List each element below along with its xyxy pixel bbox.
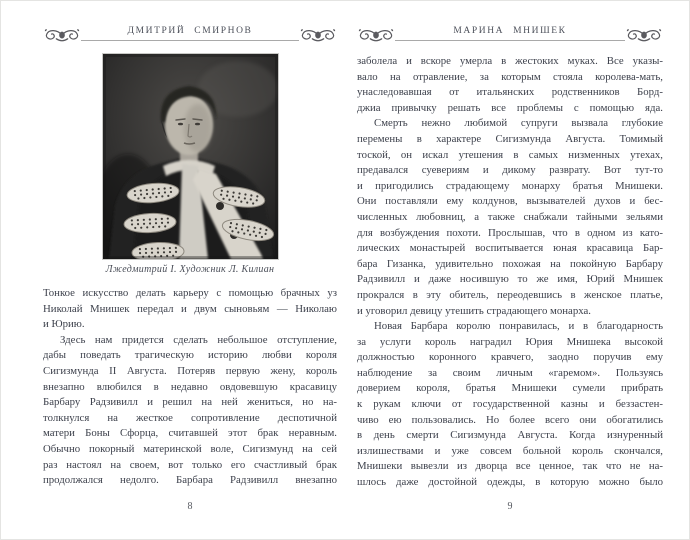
text-line: должностью коронного кравчего, заодно поручив ему [357,351,663,364]
text-line: внезапно влюбился в недавно овдовевшую красавицу [43,380,337,393]
right-page-body-text [357,54,663,491]
right-running-head [357,26,663,41]
text-line: Барбару Радзивилл и решил на ней жениться, но на- [43,396,337,409]
text-line: раз настоял на своем, вот только его счастливый брак [43,458,337,471]
text-line: вало на отравление, за которым стояла королева-мать, [357,70,663,83]
text-line: за услуги король наградил Юрия Мнишека высокой [357,335,663,348]
portrait-figure [43,53,337,265]
text-line: Они поставляли ему колдунов, вызывателей духов и бес- [357,195,663,208]
text-line: толкнулся на жесткое сопротивление деспотичной [43,411,337,424]
text-line: и пригодились страдающему монарху братья Мнишеки. [357,179,663,192]
text-line: унаследовавшая от итальянских родственников Борд- [357,86,663,99]
text-line: прокрался в эту обитель, переодевшись в женское платье, [357,288,663,301]
left-page [43,0,337,540]
text-line: лических монастырей воспитывается юная красавица Бар- [357,242,663,255]
text-line: матери Боны Сфорца, считавшей этот брак неравным. [43,427,337,440]
text-line: численных любовниц, а также снабжали тайными зельями [357,210,663,223]
text-line: и Юрию. [43,318,85,331]
text-line: Радзивилл и даже носившую то же имя, Юрий Мнишек [357,273,663,286]
text-line: Новая Барбара королю понравилась, и в благодарность [374,320,663,333]
text-line: Смерть нежно любимой супруги вызвала глубокие [374,117,663,130]
text-line: шлось даже достойной одежды, в которую можно было [357,476,663,489]
right-page-number: 9 [507,501,513,512]
scroll-flourish-icon [299,27,337,44]
text-line: и уговорил девицу утешить страдающего монарха. [357,304,591,317]
text-line: Мнишеки вывезли из дворца все ценное, так что не на- [357,460,663,473]
text-line: предавался суевериям и дикому разврату. Вот тут-то [357,164,663,177]
text-line: перемены в характере Сигизмунда Августа. Томимый [357,132,663,145]
left-running-head [43,26,337,41]
portrait-caption: Лжедмитрий I. Художник Л. Килиан [105,264,275,275]
text-line: Николай Мнишек передал и двум сыновьям — Николаю [43,302,337,315]
left-page-header: ДМИТРИЙ СМИРНОВ [81,26,299,41]
left-page-number: 8 [187,501,193,512]
paragraph [43,333,337,489]
scroll-flourish-icon [625,27,663,44]
text-line: Тонкое искусство делать карьеру с помощью брачных уз [43,287,337,299]
left-page-body-text [43,286,337,489]
text-line: заболела и вскоре умерла в жестоких муках. Все указы- [357,55,663,67]
paragraph [43,286,337,333]
scroll-flourish-icon [43,27,81,44]
right-page-header: МАРИНА МНИШЕК [395,26,625,41]
text-line: бара Гизанка, удивительно похожая на покойную Барбару [357,257,663,270]
paragraph [357,116,663,319]
text-line: Обычно покорный материнской воле, Сигизмунд на сей [43,442,337,455]
text-line: в день смерти Сигизмунда Августа. Когда изнуренный [357,429,663,442]
text-line: для возбуждения похоти. Прослышав, что в одном из като- [357,226,663,239]
text-line: к рукам ключи от государственной казны и беззастен- [357,398,663,411]
text-line: Сигизмунда II Августа. Потеряв первую жену, король [43,364,337,377]
scroll-flourish-icon [357,27,395,44]
text-line: джиа привычку решать все проблемы с помощью яда. [357,101,663,114]
paragraph [357,54,663,116]
false-dmitry-portrait-image [102,53,279,260]
text-line: излишествами и уже совсем больной король скончался, [357,444,663,457]
paragraph [357,319,663,491]
right-page [357,0,663,540]
text-line: продолжался недолго. Барбара Радзивилл внезапно [43,474,337,487]
text-line: дабы поведать трагическую историю любви короля [43,349,337,362]
text-line: тоской, он искал утешения в самых низменных утехах, [357,148,663,161]
text-line: доверием короля, братья Мнишеки сумели прибрать [357,382,663,395]
text-line: чиво ею пользовались. Но более всего они обогатились [357,413,663,426]
text-line: Здесь нам придется сделать небольшое отступление, [60,333,337,346]
text-line: наблюдение за своим личным «гаремом». Пользуясь [357,366,663,379]
